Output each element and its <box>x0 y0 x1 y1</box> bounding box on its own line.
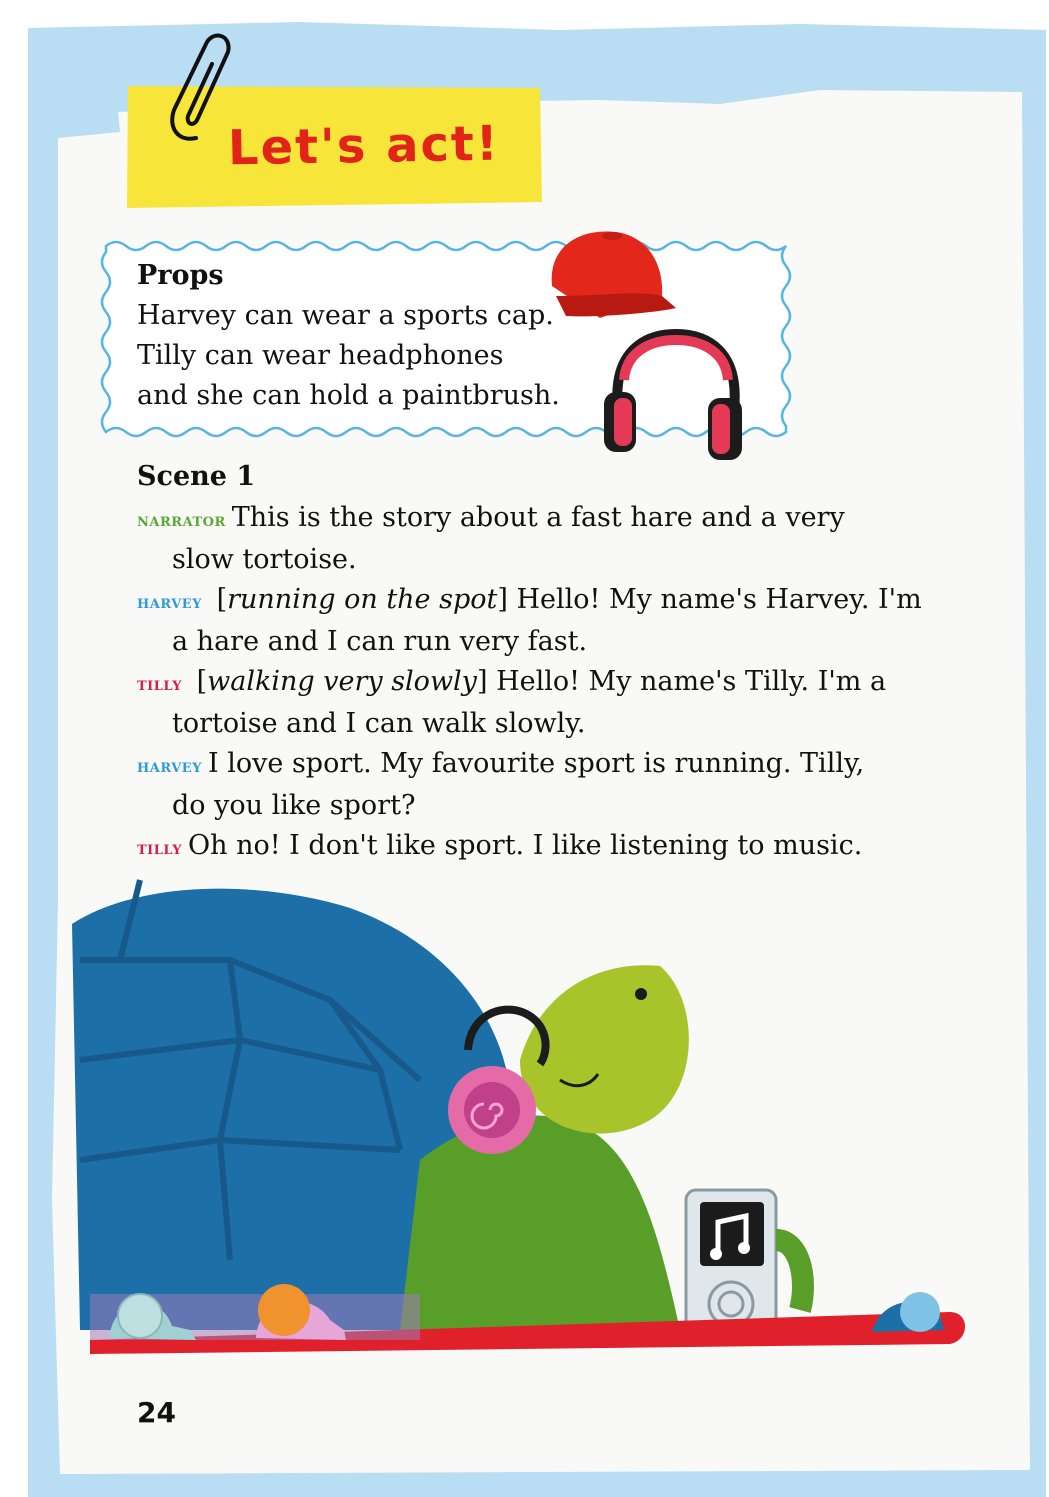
line-text: This is the story about a fast hare and a very <box>231 502 845 533</box>
speaker-label: harvey <box>137 591 202 613</box>
script-line: tilly [walking very slowly] Hello! My name's Tilly. I'm a tortoise and I can walk slowly. <box>137 662 927 744</box>
scene-heading: Scene 1 <box>137 461 256 492</box>
line-text: Oh no! I don't like sport. I like listening to music. <box>188 830 863 861</box>
speaker-label: narrator <box>137 509 226 531</box>
line-text: tortoise and I can walk slowly. <box>172 708 586 739</box>
line-text: slow tortoise. <box>172 544 357 575</box>
speaker-label: tilly <box>137 837 182 859</box>
props-line: Harvey can wear a sports cap. <box>137 300 554 331</box>
scene-section <box>137 456 927 868</box>
line-text: do you like sport? <box>172 790 416 821</box>
script-line <box>137 744 927 826</box>
page-number: 24 <box>137 1396 176 1429</box>
props-section <box>137 256 560 416</box>
script-line <box>137 498 927 580</box>
tortoise-eye <box>635 988 647 1000</box>
props-line: and she can hold a paintbrush. <box>137 380 560 411</box>
speaker-label: harvey <box>137 755 202 777</box>
line-text: Hello! My name's Tilly. I'm a <box>496 666 887 697</box>
script-line: harvey [running on the spot] Hello! My name's Harvey. I'm a hare and I can run very fast. <box>137 580 927 662</box>
stage-direction: walking very slowly <box>207 666 477 697</box>
script-line <box>137 826 927 868</box>
speaker-label: tilly <box>137 673 182 695</box>
stage-direction: running on the spot <box>227 584 498 615</box>
page-title: Let's act! <box>227 115 501 177</box>
props-heading: Props <box>137 260 224 291</box>
props-line: Tilly can wear headphones <box>137 340 504 371</box>
line-text: Hello! My name's Harvey. I'm <box>516 584 922 615</box>
line-text: I love sport. My favourite sport is running. Tilly, <box>208 748 865 779</box>
line-text: a hare and I can run very fast. <box>172 626 588 657</box>
